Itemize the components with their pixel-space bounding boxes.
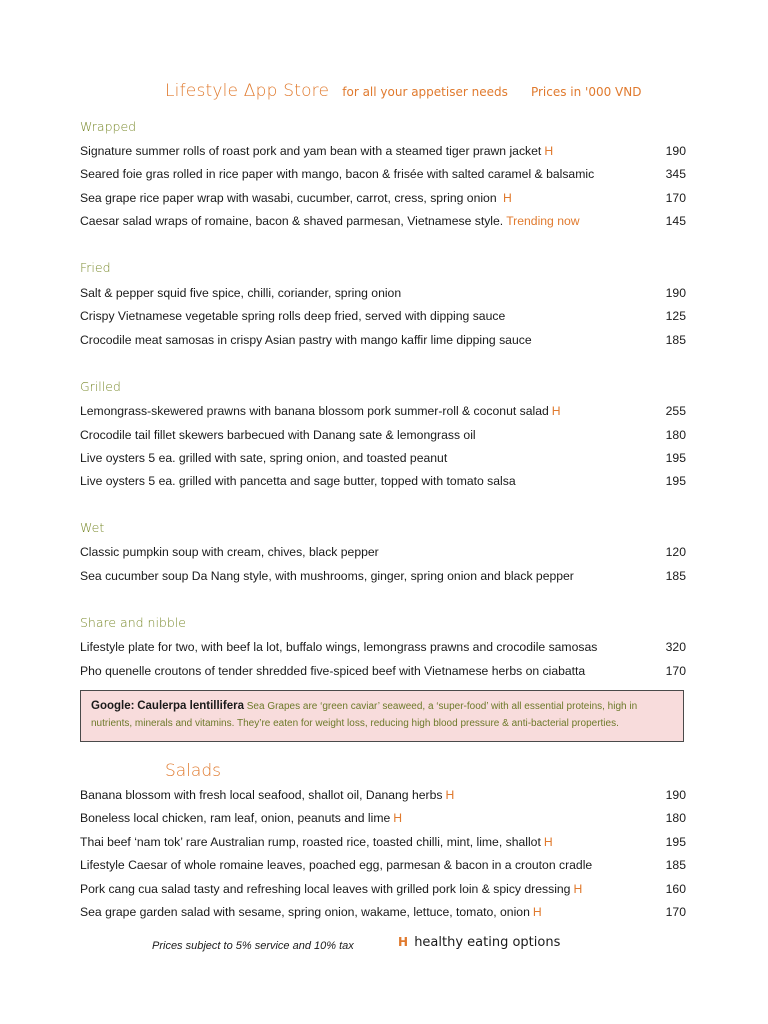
healthy-marker: H bbox=[532, 905, 542, 919]
info-text-2: nutrients, minerals and vitamins. They’re eaten for weight loss, reducing high blood pressure & anti-bacterial properties. bbox=[91, 718, 619, 729]
item-price: 125 bbox=[665, 309, 686, 323]
menu-item bbox=[80, 542, 686, 562]
menu-item bbox=[80, 448, 686, 468]
menu-item bbox=[80, 902, 686, 922]
healthy-legend bbox=[398, 935, 560, 950]
healthy-marker: H bbox=[573, 882, 583, 896]
menu-item bbox=[80, 330, 686, 350]
menu-item bbox=[80, 832, 686, 852]
menu-item bbox=[80, 211, 686, 231]
prices-currency-note: Prices in '000 VND bbox=[530, 85, 642, 99]
species-name: Caulerpa lentillifera bbox=[137, 700, 244, 712]
section-heading-wrapped: Wrapped bbox=[80, 119, 137, 134]
item-description: Lifestyle plate for two, with beef la lot, buffalo wings, lemongrass prawns and crocodile samosas bbox=[80, 640, 598, 654]
item-price: 195 bbox=[665, 835, 686, 849]
service-tax-note: Prices subject to 5% service and 10% tax bbox=[152, 940, 354, 952]
item-price: 185 bbox=[665, 569, 686, 583]
healthy-marker: H bbox=[393, 811, 403, 825]
menu-item bbox=[80, 306, 686, 326]
menu-item bbox=[80, 808, 686, 828]
item-price: 195 bbox=[665, 474, 686, 488]
item-description: Live oysters 5 ea. grilled with sate, spring onion, and toasted peanut bbox=[80, 451, 448, 465]
item-description: Pho quenelle croutons of tender shredded five-spiced beef with Vietnamese herbs on ciabatta bbox=[80, 664, 586, 678]
item-price: 185 bbox=[665, 858, 686, 872]
google-label: Google: bbox=[91, 700, 135, 712]
menu-item bbox=[80, 855, 686, 875]
store-title: Lifestyle Δpp Store bbox=[165, 81, 330, 101]
healthy-legend-mark: H bbox=[398, 935, 409, 949]
item-description: Boneless local chicken, ram leaf, onion, peanuts and lime bbox=[80, 811, 391, 825]
menu-item bbox=[80, 566, 686, 586]
item-description: Sea grape rice paper wrap with wasabi, cucumber, carrot, cress, spring onion bbox=[80, 191, 500, 205]
section-heading-share-and-nibble: Share and nibble bbox=[80, 615, 186, 630]
section-heading-grilled: Grilled bbox=[80, 379, 121, 394]
item-price: 145 bbox=[665, 214, 686, 228]
menu-item bbox=[80, 401, 686, 421]
info-text-1: Sea Grapes are ‘green caviar’ seaweed, a ‘super-food’ with all essential proteins, high in bbox=[246, 701, 638, 712]
healthy-marker: H bbox=[503, 191, 512, 205]
info-box-line-1 bbox=[91, 697, 673, 715]
item-price: 180 bbox=[665, 428, 686, 442]
item-description: Crocodile tail fillet skewers barbecued with Danang sate & lemongrass oil bbox=[80, 428, 476, 442]
item-price: 255 bbox=[665, 404, 686, 418]
item-price: 170 bbox=[665, 191, 686, 205]
menu-header bbox=[165, 81, 685, 105]
item-description: Pork cang cua salad tasty and refreshing local leaves with grilled pork loin & spicy dressing bbox=[80, 882, 571, 896]
item-price: 190 bbox=[665, 144, 686, 158]
info-box-line-2 bbox=[91, 715, 673, 733]
item-description: Live oysters 5 ea. grilled with pancetta and sage butter, topped with tomato salsa bbox=[80, 474, 516, 488]
item-price: 320 bbox=[665, 640, 686, 654]
menu-item bbox=[80, 164, 686, 184]
item-price: 180 bbox=[665, 811, 686, 825]
menu-footer bbox=[152, 935, 561, 956]
menu-item bbox=[80, 425, 686, 445]
store-tagline: for all your appetiser needs bbox=[342, 85, 508, 99]
menu-item bbox=[80, 188, 686, 208]
item-price: 345 bbox=[665, 167, 686, 181]
item-price: 190 bbox=[665, 788, 686, 802]
menu-item bbox=[80, 637, 686, 657]
healthy-legend-text: healthy eating options bbox=[414, 935, 561, 950]
trending-tag: Trending now bbox=[506, 214, 580, 228]
item-price: 170 bbox=[665, 664, 686, 678]
healthy-marker: H bbox=[543, 835, 553, 849]
menu-item bbox=[80, 785, 686, 805]
menu-item bbox=[80, 661, 686, 681]
item-price: 120 bbox=[665, 545, 686, 559]
sea-grapes-info-box bbox=[80, 690, 684, 742]
item-description: Sea cucumber soup Da Nang style, with mushrooms, ginger, spring onion and black pepper bbox=[80, 569, 574, 583]
healthy-marker: H bbox=[445, 788, 455, 802]
item-description: Seared foie gras rolled in rice paper with mango, bacon & frisée with salted caramel & balsamic bbox=[80, 167, 595, 181]
section-heading-wet: Wet bbox=[80, 520, 105, 535]
section-heading-salads: Salads bbox=[165, 761, 221, 781]
item-description: Banana blossom with fresh local seafood, shallot oil, Danang herbs bbox=[80, 788, 443, 802]
item-description: Caesar salad wraps of romaine, bacon & shaved parmesan, Vietnamese style. bbox=[80, 214, 504, 228]
item-description: Lifestyle Caesar of whole romaine leaves, poached egg, parmesan & bacon in a crouton cradle bbox=[80, 858, 593, 872]
item-price: 195 bbox=[665, 451, 686, 465]
item-price: 185 bbox=[665, 333, 686, 347]
item-description: Signature summer rolls of roast pork and yam bean with a steamed tiger prawn jacket bbox=[80, 144, 542, 158]
menu-item bbox=[80, 283, 686, 303]
healthy-marker: H bbox=[544, 144, 554, 158]
item-description: Sea grape garden salad with sesame, spring onion, wakame, lettuce, tomato, onion bbox=[80, 905, 530, 919]
item-description: Classic pumpkin soup with cream, chives, black pepper bbox=[80, 545, 379, 559]
item-description: Crispy Vietnamese vegetable spring rolls deep fried, served with dipping sauce bbox=[80, 309, 506, 323]
menu-item bbox=[80, 141, 686, 161]
item-price: 160 bbox=[665, 882, 686, 896]
item-description: Lemongrass-skewered prawns with banana blossom pork summer-roll & coconut salad bbox=[80, 404, 549, 418]
menu-item bbox=[80, 471, 686, 491]
section-heading-fried: Fried bbox=[80, 260, 111, 275]
menu-item bbox=[80, 879, 686, 899]
item-price: 170 bbox=[665, 905, 686, 919]
item-description: Crocodile meat samosas in crispy Asian pastry with mango kaffir lime dipping sauce bbox=[80, 333, 532, 347]
item-price: 190 bbox=[665, 286, 686, 300]
item-description: Salt & pepper squid five spice, chilli, coriander, spring onion bbox=[80, 286, 402, 300]
item-description: Thai beef ‘nam tok’ rare Australian rump, roasted rice, toasted chilli, mint, lime, shallot bbox=[80, 835, 541, 849]
healthy-marker: H bbox=[551, 404, 561, 418]
